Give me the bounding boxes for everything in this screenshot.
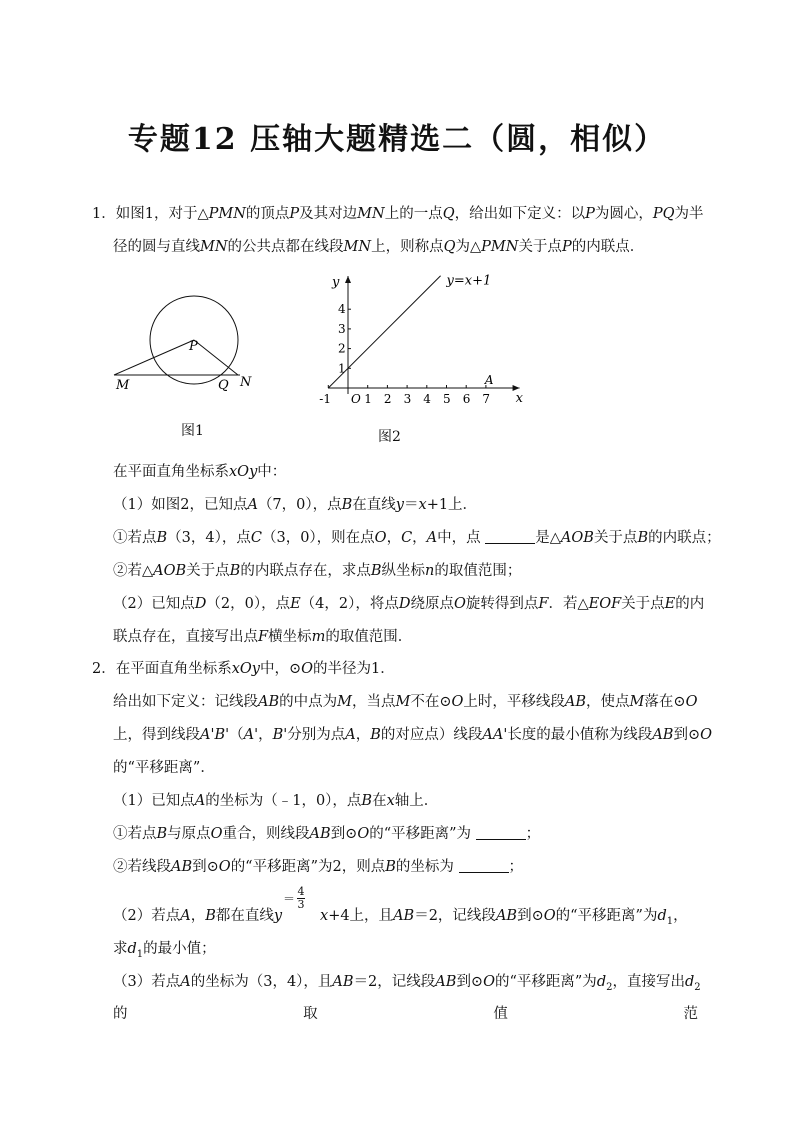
math-symbol: O	[357, 826, 370, 842]
text-run: ，使点	[586, 694, 630, 710]
math-symbol: AB	[309, 826, 331, 842]
math-symbol: d	[127, 941, 137, 957]
q1-line-3	[113, 462, 286, 482]
math-symbol: PQ	[652, 206, 675, 222]
q2-part-1-b	[113, 857, 523, 877]
math-symbol: O	[700, 727, 712, 743]
text-run: 的取值范围．	[325, 629, 413, 645]
math-symbol: d	[596, 974, 607, 990]
text-run: ；	[525, 826, 541, 842]
math-symbol: MN	[357, 206, 385, 222]
text-run: 的内联点．	[571, 239, 645, 255]
math-symbol: A'B'	[200, 727, 230, 743]
text-run: 纵坐标	[381, 563, 425, 579]
text-run: 上，则称点	[371, 239, 444, 255]
text-run: ①若点	[113, 530, 157, 546]
text-run: 长度的最小值称为线段	[507, 727, 653, 743]
math-symbol: AB	[332, 974, 354, 990]
math-symbol: EOF	[588, 596, 622, 612]
text-run: 求	[113, 941, 128, 957]
text-run: 的“平移距离”为	[494, 974, 597, 990]
q2-line-3	[113, 725, 712, 745]
math-symbol: MN	[200, 239, 228, 255]
text-run: 联点存在，直接写出点	[113, 629, 258, 645]
text-run: 在	[372, 793, 387, 809]
x-tick-label: -1	[319, 392, 332, 406]
math-symbol: B	[205, 908, 216, 924]
q2-part-3-cont	[113, 1002, 698, 1023]
math-symbol: xOy	[231, 661, 260, 677]
answer-blank[interactable]	[459, 858, 509, 873]
math-symbol: F	[538, 596, 549, 612]
text-run: ①若点	[113, 826, 157, 842]
y-tick-label: 4	[338, 302, 346, 317]
text-run: 到⊙	[673, 727, 701, 743]
text-run: ，给出如下定义：以	[454, 206, 586, 222]
fig1-label-p: P	[189, 339, 198, 354]
text-run: ，	[190, 908, 206, 924]
q2-line-2	[113, 692, 697, 712]
math-symbol: B	[370, 563, 382, 579]
text-run: 到⊙	[330, 826, 358, 842]
q1-part-1-a	[113, 528, 721, 548]
math-symbol: AOB	[560, 530, 594, 546]
text-run: 1	[666, 915, 674, 927]
q2-part-3	[113, 972, 701, 998]
math-symbol: A	[194, 793, 206, 809]
math-symbol: A'	[243, 727, 259, 743]
q2-part-1	[113, 791, 438, 811]
text-run: ，	[412, 530, 427, 546]
math-symbol: x	[320, 908, 329, 924]
math-symbol: M	[337, 694, 352, 710]
q2-part-2-a	[113, 906, 282, 926]
math-symbol: O	[543, 908, 556, 924]
text-run: 的公共点都在线段	[227, 239, 344, 255]
text-run: 分别为点	[287, 727, 346, 743]
text-run: 到⊙	[192, 859, 219, 875]
text-run: ＝2，记线段	[414, 908, 496, 924]
text-run: 重合，则线段	[222, 826, 310, 842]
justified-char-3: 值	[493, 1006, 508, 1022]
text-run: 到⊙	[517, 908, 544, 924]
line-label: y=x+1	[446, 273, 492, 289]
text-run: 旋转得到点	[465, 596, 539, 612]
text-run: ，	[355, 727, 371, 743]
q1-part-1-b	[113, 561, 521, 581]
text-run: ②若线段	[113, 859, 171, 875]
text-run: 的“平移距离”为2，则点	[230, 859, 386, 875]
math-symbol: M	[629, 694, 645, 710]
math-symbol: E	[290, 596, 301, 612]
math-symbol: y	[273, 908, 283, 924]
math-symbol: O	[301, 661, 314, 677]
math-symbol: O	[451, 694, 464, 710]
fig1-segment-pq	[194, 340, 238, 375]
math-symbol: O	[210, 826, 223, 842]
text-run: 1．如图1，对于△	[92, 206, 209, 222]
math-symbol: A	[426, 530, 438, 546]
math-symbol: x	[386, 793, 395, 809]
text-run: 在直线	[352, 497, 396, 513]
text-run: ，直接写出	[612, 974, 685, 990]
q1-part-1	[113, 495, 477, 515]
text-run: 的中点为	[279, 694, 338, 710]
x-tick-label: 1	[364, 392, 372, 406]
text-run: （7，0），点	[257, 497, 342, 513]
text-run: +4上，且	[328, 908, 394, 924]
text-run: 的坐标为（﹣1，0），点	[205, 793, 362, 809]
origin-label: O	[351, 392, 361, 406]
text-run: 上的一点	[384, 206, 443, 222]
math-symbol: xOy	[229, 464, 258, 480]
math-symbol: A	[345, 727, 356, 743]
math-symbol: Q	[443, 239, 456, 255]
math-symbol: AB	[652, 727, 674, 743]
text-run: 的对应点）线段	[380, 727, 483, 743]
math-symbol: A	[180, 908, 191, 924]
fig1-label-n: N	[240, 375, 252, 390]
q2-part-1-a	[113, 824, 540, 844]
text-run: ，当点	[352, 694, 396, 710]
text-run: 给出如下定义：记线段	[113, 694, 258, 710]
x-tick-label: 7	[482, 392, 491, 406]
math-symbol: A	[247, 497, 258, 513]
text-run: 的内	[675, 596, 705, 612]
text-run: 的内联点存在，求点	[240, 563, 371, 579]
x-tick-label: 2	[383, 392, 392, 406]
text-run: （2）已知点	[113, 596, 195, 612]
fig2-caption: 图2	[378, 429, 401, 445]
x-tick-label: 5	[443, 392, 451, 406]
math-symbol: D	[194, 596, 207, 612]
math-symbol: MN	[343, 239, 372, 255]
y-axis-label: y	[332, 275, 340, 290]
text-run: 到⊙	[456, 974, 484, 990]
math-symbol: x	[418, 497, 427, 513]
math-symbol: P	[289, 206, 300, 222]
text-run: （4，2），将点	[300, 596, 399, 612]
math-symbol: PMN	[208, 206, 246, 222]
text-run: 为△	[455, 239, 482, 255]
math-symbol: P	[561, 239, 572, 255]
q1-part-2-cont	[113, 627, 412, 647]
y-tick-label: 1	[338, 361, 346, 376]
text-run: 轴上．	[394, 793, 439, 809]
math-symbol: B	[229, 563, 241, 579]
math-symbol: AB	[393, 908, 415, 924]
math-symbol: B	[361, 793, 373, 809]
text-run: 的坐标为	[395, 859, 459, 875]
text-run: +1上．	[426, 497, 478, 513]
fig1-label-m: M	[116, 378, 130, 393]
fig1-segment-pm	[114, 340, 194, 375]
text-run: 关于点	[518, 239, 562, 255]
text-run: ，	[258, 727, 273, 743]
text-run: 横坐标	[268, 629, 312, 645]
justified-char-4: 范	[683, 1006, 698, 1022]
math-symbol: y	[395, 497, 404, 513]
text-run: （3）若点	[113, 974, 181, 990]
text-run: 的“平移距离”为	[555, 908, 658, 924]
text-run: 2．在平面直角坐标系	[92, 661, 232, 677]
fraction-equals: ＝	[283, 891, 296, 906]
justified-char-2: 取	[303, 1006, 318, 1022]
text-run: 的最小值；	[143, 941, 216, 957]
math-symbol: d	[657, 908, 667, 924]
figure-1	[110, 290, 270, 400]
math-symbol: Q	[442, 206, 455, 222]
text-run: （3，4），点	[167, 530, 251, 546]
text-run: （	[229, 727, 244, 743]
math-symbol: M	[395, 694, 411, 710]
math-symbol: O	[454, 596, 466, 612]
fig1-label-q: Q	[218, 378, 229, 393]
text-run: 绕原点	[410, 596, 455, 612]
q1-line-2	[113, 237, 644, 257]
text-run: 为圆心，	[594, 206, 653, 222]
math-symbol: O	[685, 694, 698, 710]
math-symbol: O	[483, 974, 495, 990]
text-run: 关于点	[186, 563, 230, 579]
text-run: ②若△	[113, 563, 154, 579]
justified-char-1: 的	[113, 1006, 128, 1022]
q2-line-1	[92, 659, 395, 679]
text-run: 为半	[674, 206, 704, 222]
math-symbol: B'	[272, 727, 288, 743]
point-a-label: A	[484, 373, 494, 387]
math-symbol: B	[156, 826, 168, 842]
text-run: 径的圆与直线	[113, 239, 200, 255]
text-run: 的顶点	[245, 206, 290, 222]
text-run: 中，点	[437, 530, 486, 546]
text-run: ＝2，记线段	[353, 974, 436, 990]
math-symbol: PMN	[481, 239, 519, 255]
text-run: 的内联点；	[648, 530, 721, 546]
fraction-four-thirds	[283, 886, 305, 911]
y-tick-label: 3	[338, 321, 346, 336]
text-run: ＝	[404, 497, 419, 513]
text-run: 的“平移距离”．	[113, 760, 215, 776]
text-run: ，	[386, 530, 402, 546]
math-symbol: O	[374, 530, 387, 546]
text-run: 1	[136, 948, 144, 960]
math-symbol: AOB	[153, 563, 187, 579]
q1-line-1	[92, 204, 704, 224]
math-symbol: C	[401, 530, 413, 546]
answer-blank[interactable]	[485, 529, 535, 544]
text-run: （2，0），点	[206, 596, 291, 612]
text-run: 关于点	[621, 596, 665, 612]
fig1-caption: 图1	[181, 423, 204, 439]
math-symbol: n	[424, 563, 435, 579]
math-symbol: E	[664, 596, 676, 612]
text-run: 是△	[535, 530, 561, 546]
text-run: （1）已知点	[113, 793, 195, 809]
x-tick-label: 4	[423, 392, 431, 406]
text-run: ．若△	[548, 596, 589, 612]
text-run: （2）若点	[113, 908, 181, 924]
text-run: 中：	[257, 464, 287, 480]
y-axis-arrow	[345, 276, 351, 283]
fraction-numerator: 4	[297, 885, 305, 898]
text-run: ；	[508, 859, 524, 875]
text-run: 的“平移距离”为	[369, 826, 476, 842]
text-run: 2	[606, 981, 613, 993]
text-run: （3，0），则在点	[261, 530, 375, 546]
text-run: 2	[694, 981, 701, 993]
fraction-denominator: 3	[297, 898, 305, 911]
text-run: 的坐标为（3，4），且	[190, 974, 333, 990]
figure-2	[318, 270, 538, 410]
math-symbol: P	[585, 206, 595, 222]
text-run: 的半径为1．	[313, 661, 395, 677]
q2-part-2-b	[320, 906, 688, 932]
text-run: 及其对边	[299, 206, 358, 222]
math-symbol: AB	[495, 908, 518, 924]
math-symbol: AA'	[482, 727, 508, 743]
math-symbol: AB	[564, 694, 587, 710]
math-symbol: B	[370, 727, 381, 743]
math-symbol: A	[180, 974, 191, 990]
answer-blank[interactable]	[476, 825, 526, 840]
math-symbol: D	[398, 596, 411, 612]
math-symbol: B	[637, 530, 649, 546]
text-run: （1）如图2，已知点	[113, 497, 248, 513]
text-run: ，	[673, 908, 688, 924]
math-symbol: AB	[435, 974, 457, 990]
math-symbol: B	[156, 530, 168, 546]
text-run: 关于点	[593, 530, 638, 546]
text-run: 在平面直角坐标系	[113, 464, 229, 480]
x-axis-label: x	[515, 391, 523, 406]
page-title: 专题12 压轴大题精选二（圆，相似）	[127, 122, 667, 157]
text-run: 落在⊙	[644, 694, 686, 710]
text-run: 的取值范围；	[434, 563, 522, 579]
math-symbol: AB	[258, 694, 280, 710]
math-symbol: AB	[171, 859, 193, 875]
text-run: 上，得到线段	[113, 727, 200, 743]
text-run: 都在直线	[215, 908, 274, 924]
text-run: 与原点	[167, 826, 211, 842]
text-run: 上时，平移线段	[463, 694, 565, 710]
math-symbol: F	[258, 629, 269, 645]
math-symbol: C	[250, 530, 262, 546]
text-run: 不在⊙	[410, 694, 452, 710]
q1-part-2	[113, 594, 704, 614]
math-symbol: O	[218, 859, 231, 875]
math-symbol: d	[684, 974, 695, 990]
q2-part-2-cont	[113, 939, 216, 965]
y-tick-label: 2	[338, 341, 346, 356]
math-symbol: B	[385, 859, 396, 875]
text-run: 中，⊙	[260, 661, 302, 677]
x-tick-label: 3	[403, 392, 412, 406]
x-tick-label: 6	[462, 392, 471, 406]
math-symbol: m	[311, 629, 326, 645]
q2-line-4	[113, 758, 215, 778]
math-symbol: B	[341, 497, 353, 513]
